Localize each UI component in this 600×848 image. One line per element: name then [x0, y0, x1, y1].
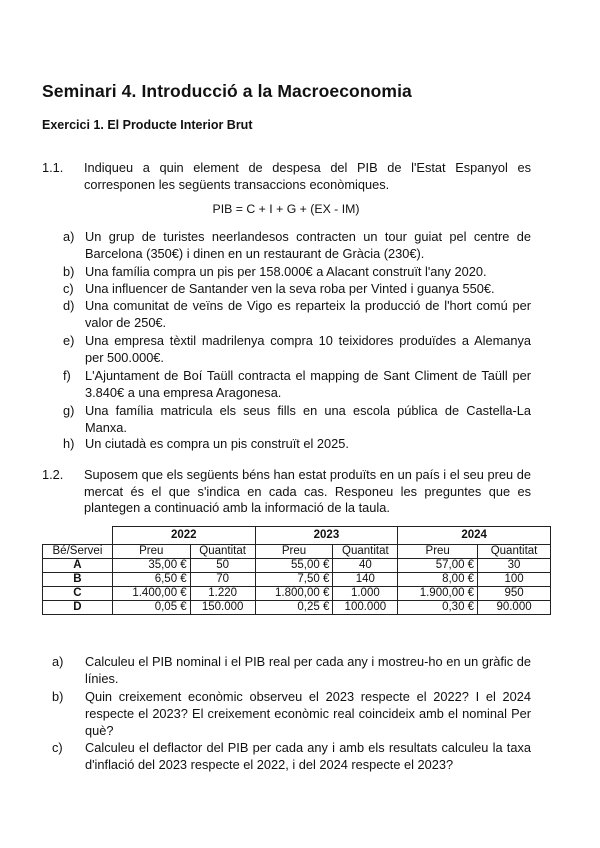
quantity-header: Quantitat: [478, 545, 551, 559]
price-cell: 1.800,00 €: [255, 587, 333, 601]
item-letter: e): [63, 333, 75, 348]
item-letter: c): [52, 740, 63, 755]
price-cell: 1.400,00 €: [112, 587, 190, 601]
item-text: Quin creixement econòmic observeu el 2023 respecte el 2022? I el 2024 respecte el 2023? El creixement econòmic real coincideix amb el nominal Per què?: [85, 689, 531, 738]
question-text: Indiqueu a quin element de despesa del PIB de l'Estat Espanyol es corresponen les següents transaccions econòmiques.: [84, 160, 531, 192]
year-header: 2024: [398, 527, 551, 545]
item-letter: c): [63, 281, 74, 296]
item-text: L'Ajuntament de Boí Taüll contracta el mapping de Sant Climent de Taüll per 3.840€ a una empresa Aragonesa.: [85, 368, 531, 400]
table-corner: [43, 527, 113, 545]
item-letter: a): [63, 229, 75, 244]
question-number: 1.1.: [42, 160, 64, 175]
table-row: [43, 587, 551, 601]
price-header: Preu: [255, 545, 333, 559]
item-text: Una comunitat de veïns de Vigo es reparteix la producció de l'hort comú per valor de 250€.: [85, 298, 531, 330]
quantity-cell: 90.000: [478, 601, 551, 615]
price-header: Preu: [112, 545, 190, 559]
price-cell: 55,00 €: [255, 559, 333, 573]
question-number: 1.2.: [42, 467, 64, 482]
quantity-cell: 1.000: [333, 587, 398, 601]
price-cell: 7,50 €: [255, 573, 333, 587]
quantity-header: Quantitat: [190, 545, 255, 559]
quantity-cell: 40: [333, 559, 398, 573]
table-row: [43, 601, 551, 615]
price-cell: 6,50 €: [112, 573, 190, 587]
item-letter: f): [63, 368, 71, 383]
year-header: 2022: [112, 527, 255, 545]
gdp-formula: PIB = C + I + G + (EX - IM): [212, 202, 360, 216]
row-label: C: [43, 587, 113, 601]
quantity-cell: 100.000: [333, 601, 398, 615]
item-letter: h): [63, 436, 75, 451]
quantity-cell: 950: [478, 587, 551, 601]
item-text: Una família matricula els seus fills en una escola pública de Castella-La Manxa.: [85, 403, 531, 435]
production-table: [42, 526, 551, 615]
year-header: 2023: [255, 527, 398, 545]
page-title: Seminari 4. Introducció a la Macroeconomia: [42, 81, 412, 101]
price-header: Preu: [398, 545, 478, 559]
item-text: Un grup de turistes neerlandesos contracten un tour guiat pel centre de Barcelona (350€) i dinen en un restaurant de Gràcia (230€).: [85, 229, 531, 261]
item-text: Un ciutadà es compra un pis construït el 2025.: [85, 436, 349, 451]
item-text: Una influencer de Santander ven la seva roba per Vinted i guanya 550€.: [85, 281, 495, 296]
price-cell: 1.900,00 €: [398, 587, 478, 601]
quantity-header: Quantitat: [333, 545, 398, 559]
price-cell: 57,00 €: [398, 559, 478, 573]
quantity-cell: 50: [190, 559, 255, 573]
price-cell: 0,25 €: [255, 601, 333, 615]
item-letter: d): [63, 298, 75, 313]
item-text: Una empresa tèxtil madrilenya compra 10 teixidores produïdes a Alemanya per 500.000€.: [85, 333, 531, 365]
price-cell: 8,00 €: [398, 573, 478, 587]
exercise-subtitle: Exercici 1. El Producte Interior Brut: [42, 118, 253, 132]
quantity-cell: 70: [190, 573, 255, 587]
price-cell: 35,00 €: [112, 559, 190, 573]
item-text: Calculeu el PIB nominal i el PIB real per cada any i mostreu-ho en un gràfic de línies.: [85, 654, 531, 686]
quantity-cell: 30: [478, 559, 551, 573]
row-header: Bé/Servei: [43, 545, 113, 559]
item-text: Calculeu el deflactor del PIB per cada any i amb els resultats calculeu la taxa d'inflació del 2023 respecte el 2022, i del 2024 respecte el 2023?: [85, 740, 531, 772]
row-label: D: [43, 601, 113, 615]
question-text: Suposem que els següents béns han estat produïts en un país i el seu preu de mercat és el que s'indica en cada cas. Responeu les preguntes que es plantegen a continuació amb la informació de la taula.: [84, 467, 531, 515]
price-cell: 0,05 €: [112, 601, 190, 615]
price-cell: 0,30 €: [398, 601, 478, 615]
quantity-cell: 150.000: [190, 601, 255, 615]
row-label: A: [43, 559, 113, 573]
item-letter: g): [63, 403, 75, 418]
item-letter: a): [52, 654, 64, 669]
item-letter: b): [52, 689, 64, 704]
table-row: [43, 573, 551, 587]
quantity-cell: 100: [478, 573, 551, 587]
quantity-cell: 140: [333, 573, 398, 587]
quantity-cell: 1.220: [190, 587, 255, 601]
item-letter: b): [63, 264, 75, 279]
row-label: B: [43, 573, 113, 587]
table-row: [43, 559, 551, 573]
item-text: Una família compra un pis per 158.000€ a Alacant construït l'any 2020.: [85, 264, 487, 279]
